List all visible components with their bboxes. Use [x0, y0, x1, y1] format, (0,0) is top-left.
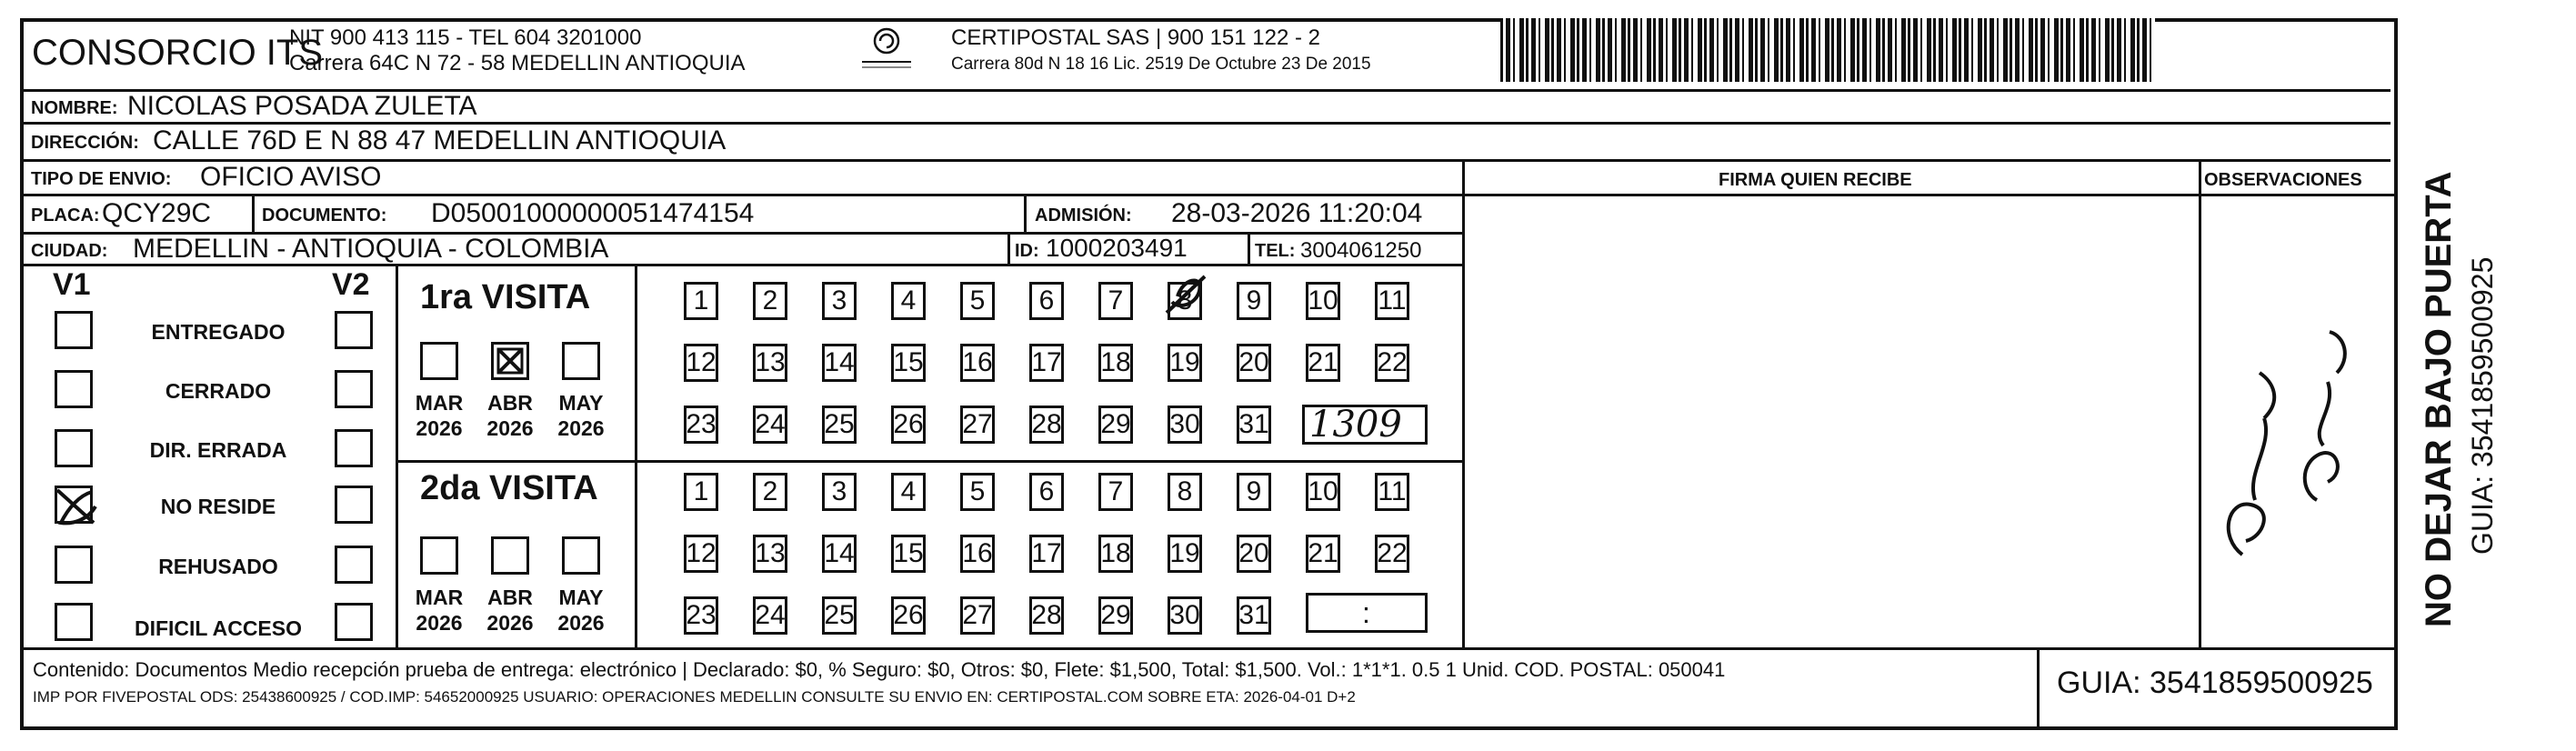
visit1-month-mar-label: MAR 2026: [415, 391, 464, 440]
carrier-name: CERTIPOSTAL SAS | 900 151 122 - 2: [951, 25, 1320, 50]
v1-checkbox-rehusado[interactable]: [55, 546, 93, 584]
certipostal-logo-icon: [855, 25, 918, 71]
admision-label: ADMISIÓN:: [1035, 205, 1132, 225]
visit1-month-may-label: MAY 2026: [557, 391, 605, 440]
visit2-day-box[interactable]: 12: [684, 535, 718, 573]
visit1-month-may-box[interactable]: [562, 342, 600, 380]
visit2-month-may-box[interactable]: [562, 536, 600, 575]
v2-checkbox-dificil-acceso[interactable]: [335, 603, 373, 641]
visit1-day-box[interactable]: 28: [1029, 406, 1064, 444]
visit1-month-abr-label: ABR 2026: [486, 391, 534, 440]
ciudad-value: MEDELLIN - ANTIOQUIA - COLOMBIA: [133, 234, 609, 264]
tipo-envio-value: OFICIO AVISO: [200, 162, 382, 192]
visit2-day-box[interactable]: 23: [684, 596, 718, 635]
direccion-value: CALLE 76D E N 88 47 MEDELLIN ANTIOQUIA: [153, 125, 727, 155]
footer-content-line: Contenido: Documentos Medio recepción prueba de entrega: electrónico | Declarado: $0, % Seguro: $0, Otros: $0, Flete: $1,500, Total: $1,500. Vol.: 1*1*1. 0.5 1 Unid. COD. POSTAL: 050041: [33, 658, 1726, 681]
visit2-day-box[interactable]: 10: [1306, 473, 1340, 511]
v1-checkbox-no-reside[interactable]: [55, 486, 93, 524]
visit1-day-box[interactable]: 11: [1375, 282, 1409, 320]
visit1-day-box[interactable]: 10: [1306, 282, 1340, 320]
visit2-day-box[interactable]: 16: [960, 535, 995, 573]
visit1-day-box[interactable]: 26: [891, 406, 926, 444]
status-label-entregado: ENTREGADO: [151, 320, 286, 344]
visit2-day-box[interactable]: 6: [1029, 473, 1064, 511]
visit1-day-box[interactable]: 12: [684, 344, 718, 382]
visit2-day-box[interactable]: 22: [1375, 535, 1409, 573]
status-label-no-reside: NO RESIDE: [160, 495, 276, 518]
visit1-day-box[interactable]: 31: [1237, 406, 1271, 444]
side-warning-text: NO DEJAR BAJO PUERTA: [2419, 171, 2459, 627]
v1-checkbox-dificil-acceso[interactable]: [55, 603, 93, 641]
visit2-title: 2da VISITA: [420, 469, 598, 507]
status-label-dir-errada: DIR. ERRADA: [149, 438, 287, 462]
check-mark-icon: [494, 345, 526, 377]
v2-checkbox-dir-errada[interactable]: [335, 429, 373, 467]
visit1-day-box[interactable]: 14: [822, 344, 857, 382]
visit1-day-box[interactable]: 25: [822, 406, 857, 444]
visit2-month-mar-box[interactable]: [420, 536, 458, 575]
visit2-day-box[interactable]: 11: [1375, 473, 1409, 511]
firma-header: FIRMA QUIEN RECIBE: [1719, 170, 1912, 190]
status-label-cerrado: CERRADO: [165, 379, 272, 403]
visit1-day-box[interactable]: 1: [684, 282, 718, 320]
visit2-day-box[interactable]: 13: [753, 535, 787, 573]
visit1-month-abr-box[interactable]: [491, 342, 529, 380]
v2-checkbox-no-reside[interactable]: [335, 486, 373, 524]
visit1-day-box[interactable]: 18: [1098, 344, 1133, 382]
v2-checkbox-rehusado[interactable]: [335, 546, 373, 584]
v2-header: V2: [332, 267, 370, 302]
nombre-label: NOMBRE:: [31, 98, 118, 118]
tipo-envio-label: TIPO DE ENVIO:: [31, 169, 172, 189]
visit1-title: 1ra VISITA: [420, 278, 591, 316]
visit1-day-box[interactable]: 24: [753, 406, 787, 444]
visit2-month-abr-label: ABR 2026: [486, 586, 534, 635]
visit1-time-value: 1309: [1309, 404, 1402, 446]
visit1-month-mar-box[interactable]: [420, 342, 458, 380]
admision-value: 28-03-2026 11:20:04: [1171, 198, 1423, 228]
id-label: ID:: [1015, 241, 1039, 261]
visit1-day-box[interactable]: 15: [891, 344, 926, 382]
handwritten-signature-icon: [2210, 309, 2373, 582]
v1-header: V1: [53, 267, 91, 302]
visit2-day-box[interactable]: 14: [822, 535, 857, 573]
visit2-day-box[interactable]: 30: [1168, 596, 1202, 635]
direccion-label: DIRECCIÓN:: [31, 133, 139, 153]
ciudad-label: CIUDAD:: [31, 241, 108, 261]
visit1-day-box[interactable]: 4: [891, 282, 926, 320]
visit1-day-box[interactable]: 2: [753, 282, 787, 320]
company-address: Carrera 64C N 72 - 58 MEDELLIN ANTIOQUIA: [289, 51, 746, 75]
handwritten-day-mark-icon: [1159, 269, 1214, 319]
nombre-value: NICOLAS POSADA ZULETA: [127, 91, 477, 121]
visit1-day-box[interactable]: 6: [1029, 282, 1064, 320]
visit2-day-box[interactable]: 17: [1029, 535, 1064, 573]
documento-label: DOCUMENTO:: [262, 205, 387, 225]
visit1-day-box[interactable]: 5: [960, 282, 995, 320]
v1-checkbox-cerrado[interactable]: [55, 370, 93, 408]
visit2-day-box[interactable]: 19: [1168, 535, 1202, 573]
status-label-dificil-acceso: DIFICIL ACCESO: [134, 616, 302, 640]
visit1-day-box[interactable]: 7: [1098, 282, 1133, 320]
visit2-day-box[interactable]: 27: [960, 596, 995, 635]
status-label-rehusado: REHUSADO: [158, 555, 278, 578]
visit2-day-box[interactable]: 21: [1306, 535, 1340, 573]
visit1-day-box[interactable]: 17: [1029, 344, 1064, 382]
observaciones-header: OBSERVACIONES: [2204, 170, 2362, 190]
visit2-day-box[interactable]: 8: [1168, 473, 1202, 511]
visit1-day-box[interactable]: 22: [1375, 344, 1409, 382]
visit2-day-box[interactable]: 29: [1098, 596, 1133, 635]
visit1-day-box[interactable]: 8: [1168, 282, 1202, 320]
side-guia-text: GUIA: 3541859500925: [2466, 256, 2499, 555]
visit2-day-box[interactable]: 24: [753, 596, 787, 635]
visit1-day-box[interactable]: 9: [1237, 282, 1271, 320]
company-name: CONSORCIO ITS: [32, 33, 324, 73]
visit2-day-box[interactable]: 28: [1029, 596, 1064, 635]
carrier-address: Carrera 80d N 18 16 Lic. 2519 De Octubre 23 De 2015: [951, 55, 1371, 74]
visit2-month-may-label: MAY 2026: [557, 586, 605, 635]
visit1-day-box[interactable]: 3: [822, 282, 857, 320]
visit1-day-box[interactable]: 19: [1168, 344, 1202, 382]
visit2-day-box[interactable]: 20: [1237, 535, 1271, 573]
visit1-day-box[interactable]: 29: [1098, 406, 1133, 444]
visit1-day-box[interactable]: 13: [753, 344, 787, 382]
company-nit: NIT 900 413 115 - TEL 604 3201000: [289, 25, 642, 50]
placa-label: PLACA:: [31, 205, 100, 225]
visit2-day-box[interactable]: 31: [1237, 596, 1271, 635]
tel-label: TEL:: [1255, 241, 1296, 261]
v2-checkbox-cerrado[interactable]: [335, 370, 373, 408]
v1-checkbox-entregado[interactable]: [55, 311, 93, 349]
visit1-day-box[interactable]: 30: [1168, 406, 1202, 444]
documento-value: D05001000000051474154: [431, 198, 755, 228]
visit2-day-box[interactable]: 2: [753, 473, 787, 511]
visit1-day-box[interactable]: 21: [1306, 344, 1340, 382]
visit2-day-box[interactable]: 25: [822, 596, 857, 635]
visit2-day-box[interactable]: 26: [891, 596, 926, 635]
visit2-month-mar-label: MAR 2026: [415, 586, 464, 635]
visit1-day-box[interactable]: 20: [1237, 344, 1271, 382]
visit2-day-box[interactable]: 9: [1237, 473, 1271, 511]
visit1-day-box[interactable]: 27: [960, 406, 995, 444]
visit2-month-abr-box[interactable]: [491, 536, 529, 575]
visit2-day-box[interactable]: 15: [891, 535, 926, 573]
visit2-day-box[interactable]: 7: [1098, 473, 1133, 511]
barcode: [1500, 18, 2155, 82]
visit2-day-box[interactable]: 4: [891, 473, 926, 511]
visit1-day-box[interactable]: 23: [684, 406, 718, 444]
visit2-time-value: :: [1362, 596, 1370, 629]
visit2-day-box[interactable]: 18: [1098, 535, 1133, 573]
handwritten-check-icon: [52, 483, 106, 528]
v1-checkbox-dir-errada[interactable]: [55, 429, 93, 467]
visit2-day-box[interactable]: 5: [960, 473, 995, 511]
visit1-day-box[interactable]: 16: [960, 344, 995, 382]
tel-value: 3004061250: [1300, 238, 1422, 263]
id-value: 1000203491: [1046, 234, 1188, 262]
visit2-day-box[interactable]: 3: [822, 473, 857, 511]
footer-guia: GUIA: 3541859500925: [2057, 666, 2373, 700]
v2-checkbox-entregado[interactable]: [335, 311, 373, 349]
footer-print-line: IMP POR FIVEPOSTAL ODS: 25438600925 / COD.IMP: 54652000925 USUARIO: OPERACIONES MEDELLIN CONSULTE SU ENVIO EN: CERTIPOSTAL.COM SOBRE ETA: 2026-04-01 D+2: [33, 688, 1356, 706]
visit2-day-box[interactable]: 1: [684, 473, 718, 511]
placa-value: QCY29C: [102, 198, 212, 228]
